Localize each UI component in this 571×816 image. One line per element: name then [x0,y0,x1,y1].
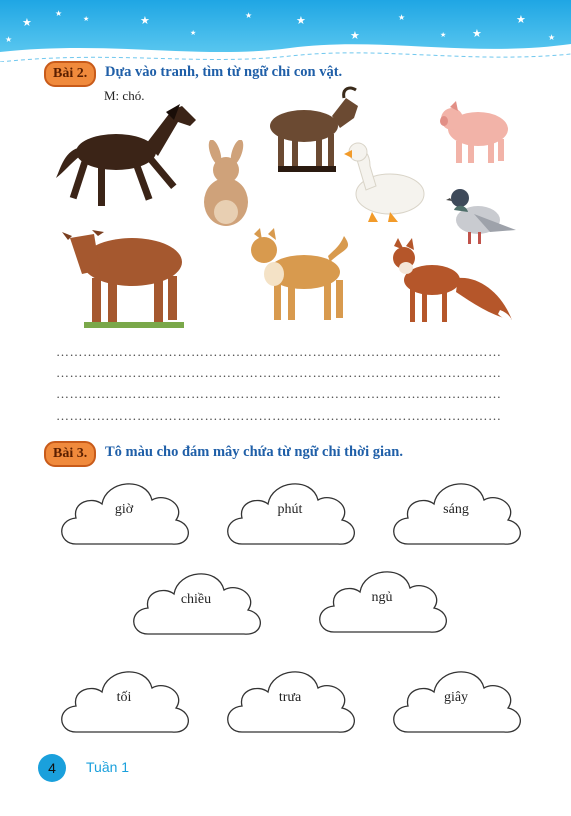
exercise-3-badge: Bài 3. [44,441,96,467]
answer-line[interactable]: ……………………………………………………………………………………… [56,345,502,359]
cloud-word[interactable] [54,472,194,552]
cloud-word[interactable] [126,562,266,642]
cloud-label: chiều [180,592,212,607]
cloud-label: tối [116,690,132,705]
fox-image [384,238,514,328]
cloud-word[interactable] [54,660,194,740]
star-icon: ★ [440,31,447,39]
exercise-2-instruction: Dựa vào tranh, tìm từ ngữ chỉ con vật. [105,64,343,80]
cloud-label: sáng [443,502,469,517]
cloud-label: giây [443,690,469,705]
star-icon: ★ [140,14,150,27]
header-band [0,0,571,62]
week-label: Tuần 1 [86,759,130,775]
horse-image [54,100,204,215]
rabbit-image [200,140,252,228]
cloud-label: giờ [114,502,134,517]
star-icon: ★ [398,13,406,22]
star-icon: ★ [350,29,360,42]
pig-image [440,97,512,167]
cloud-label: ngủ [371,590,393,605]
answer-line[interactable]: ……………………………………………………………………………………… [56,409,502,423]
cloud-word[interactable] [312,560,452,640]
star-icon: ★ [55,9,63,18]
star-icon: ★ [22,16,32,29]
dog-image [244,228,358,324]
page-number: 4 [38,754,66,782]
cloud-label: phút [277,502,303,517]
star-icon: ★ [5,35,13,44]
cloud-word[interactable] [220,472,360,552]
cow-image [60,218,188,330]
cloud-word[interactable] [386,472,526,552]
star-icon: ★ [516,13,526,26]
star-icon: ★ [83,15,90,23]
exercise-3-instruction: Tô màu cho đám mây chứa từ ngữ chỉ thời gian. [105,444,403,460]
header-wave [0,0,571,62]
cloud-word[interactable] [220,660,360,740]
duck-image [336,140,428,226]
star-icon: ★ [190,29,197,37]
star-icon: ★ [548,33,556,42]
exercise-2-example: M: chó. [104,88,145,103]
cloud-label: trưa [278,690,302,705]
cloud-word[interactable] [386,660,526,740]
exercise-2-badge: Bài 2. [44,61,96,87]
star-icon: ★ [472,27,482,40]
answer-line[interactable]: ……………………………………………………………………………………… [56,387,502,401]
star-icon: ★ [245,11,253,20]
star-icon: ★ [296,14,306,27]
answer-line[interactable]: ……………………………………………………………………………………… [56,366,502,380]
